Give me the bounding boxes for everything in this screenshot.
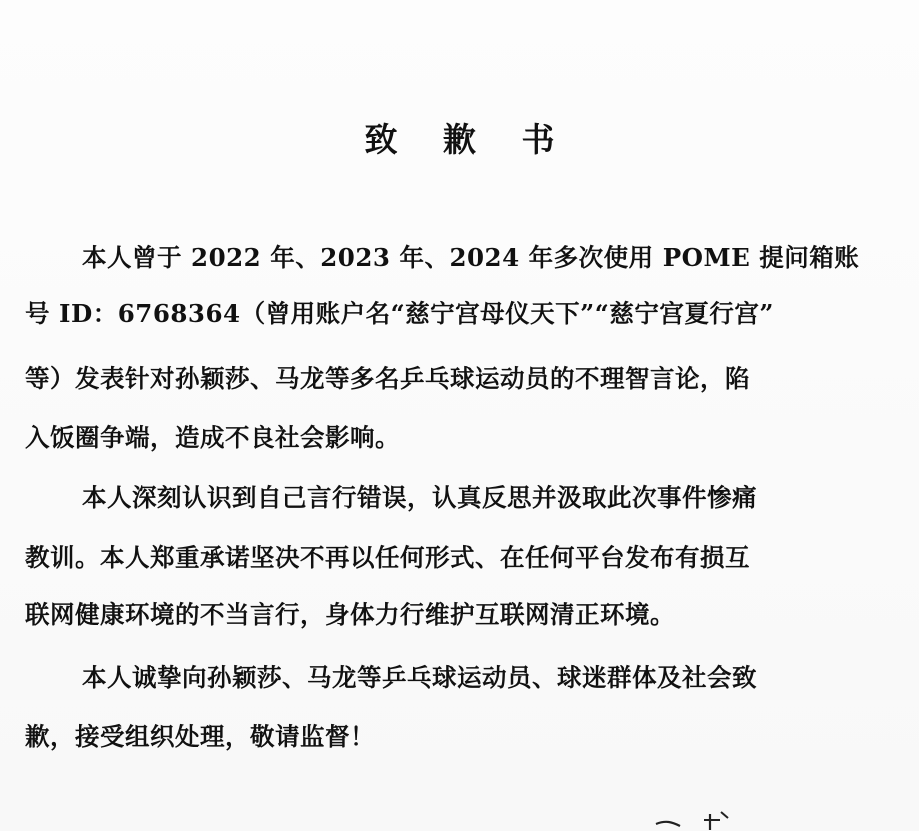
signature-stroke-1 xyxy=(656,822,680,826)
signature-stroke-4 xyxy=(721,812,728,818)
paragraph-2-line-2: 教训。本人郑重承诺坚决不再以任何形式、在任何平台发布有损互 xyxy=(25,543,750,572)
paragraph-3-line-2: 歉，接受组织处理，敬请监督！ xyxy=(25,722,375,751)
paragraph-1-line-3: 等）发表针对孙颖莎、马龙等多名乒乓球运动员的不理智言论，陷 xyxy=(25,364,750,393)
page-title: 致 歉 书 xyxy=(364,120,572,159)
paragraph-2-line-3: 联网健康环境的不当言行，身体力行维护互联网清正环境。 xyxy=(25,600,675,629)
paragraph-1-line-2: 号 ID：6768364（曾用账户名“慈宁宫母仪天下”“慈宁宫夏行宫” xyxy=(25,299,774,328)
paragraph-3-line-1: 本人诚挚向孙颖莎、马龙等乒乓球运动员、球迷群体及社会致 xyxy=(82,663,757,692)
paragraph-1-line-1: 本人曾于 2022 年、2023 年、2024 年多次使用 POME 提问箱账 xyxy=(82,243,860,272)
signature-mark xyxy=(648,808,768,831)
paragraph-2-line-1: 本人深刻认识到自己言行错误，认真反思并汲取此次事件惨痛 xyxy=(82,483,757,512)
paragraph-1-line-4: 入饭圈争端，造成不良社会影响。 xyxy=(25,423,400,452)
